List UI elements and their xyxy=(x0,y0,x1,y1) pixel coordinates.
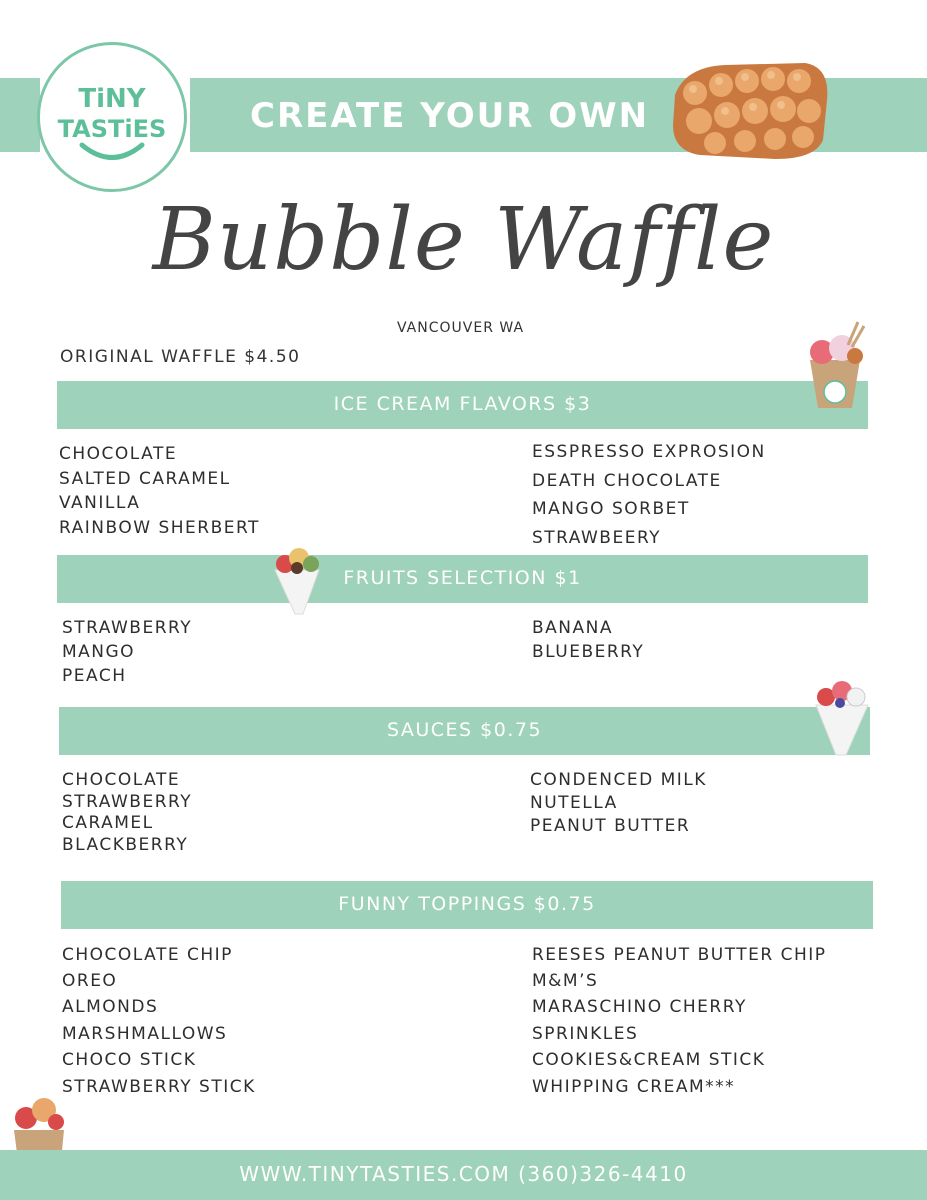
section-sauces-header xyxy=(59,707,870,755)
list-item: COOKIES&CREAM STICK xyxy=(532,1050,766,1070)
list-item: MANGO SORBET xyxy=(532,499,690,519)
list-item: PEANUT BUTTER xyxy=(530,816,691,836)
list-item: MANGO xyxy=(62,642,136,662)
list-item: BLACKBERRY xyxy=(62,835,189,855)
section-fruits-header xyxy=(57,555,868,603)
waffle-cone-icon xyxy=(267,540,327,619)
list-item: CHOCO STICK xyxy=(62,1050,197,1070)
footer-bar xyxy=(0,1150,927,1200)
list-item: NUTELLA xyxy=(530,793,618,813)
list-item: PEACH xyxy=(62,666,127,686)
list-item: CHOCOLATE xyxy=(62,770,181,790)
list-item: STRAWBEERY xyxy=(532,528,662,548)
list-item: MARASCHINO CHERRY xyxy=(532,997,747,1017)
list-item: VANILLA xyxy=(59,493,141,513)
section-toppings-header xyxy=(61,881,873,929)
list-item: ALMONDS xyxy=(62,997,159,1017)
original-waffle-price: ORIGINAL WAFFLE $4.50 xyxy=(60,347,301,367)
list-item: BANANA xyxy=(532,618,613,638)
section-fruits-title: FRUITS SELECTION $1 xyxy=(343,567,582,589)
list-item: OREO xyxy=(62,971,118,991)
list-item: BLUEBERRY xyxy=(532,642,645,662)
list-item: RAINBOW SHERBERT xyxy=(59,518,260,538)
list-item: CHOCOLATE CHIP xyxy=(62,945,233,965)
banner-title: CREATE YOUR OWN xyxy=(250,96,650,136)
bubble-waffle-image xyxy=(665,55,835,165)
list-item: WHIPPING CREAM*** xyxy=(532,1077,736,1097)
waffle-cone-icon xyxy=(800,320,870,414)
section-sauces-title: SAUCES $0.75 xyxy=(386,719,543,741)
top-banner-left xyxy=(0,78,40,152)
list-item: MARSHMALLOWS xyxy=(62,1024,228,1044)
logo-line2: TASTiES xyxy=(57,115,167,143)
list-item: DEATH CHOCOLATE xyxy=(532,471,722,491)
page-title: Bubble Waffle xyxy=(152,190,775,290)
list-item: STRAWBERRY xyxy=(62,618,193,638)
location: VANCOUVER WA xyxy=(397,320,525,336)
list-item: SPRINKLES xyxy=(532,1024,639,1044)
list-item: ESSPRESSO EXPROSION xyxy=(532,442,766,462)
section-ice-cream-header xyxy=(57,381,868,429)
list-item: M&M’S xyxy=(532,971,599,991)
logo-line1: TiNY xyxy=(78,84,146,114)
list-item: REESES PEANUT BUTTER CHIP xyxy=(532,945,827,965)
section-ice-cream-title: ICE CREAM FLAVORS $3 xyxy=(333,393,592,415)
list-item: CONDENCED MILK xyxy=(530,770,707,790)
list-item: STRAWBERRY STICK xyxy=(62,1077,256,1097)
list-item: CARAMEL xyxy=(62,813,154,833)
waffle-cone-icon xyxy=(810,675,872,761)
list-item: SALTED CARAMEL xyxy=(59,469,231,489)
footer-contact: WWW.TINYTASTIES.COM (360)326-4410 xyxy=(239,1162,688,1186)
tiny-tasties-logo xyxy=(37,42,187,192)
section-toppings-title: FUNNY TOPPINGS $0.75 xyxy=(338,893,596,915)
list-item: CHOCOLATE xyxy=(59,444,178,464)
list-item: STRAWBERRY xyxy=(62,792,193,812)
